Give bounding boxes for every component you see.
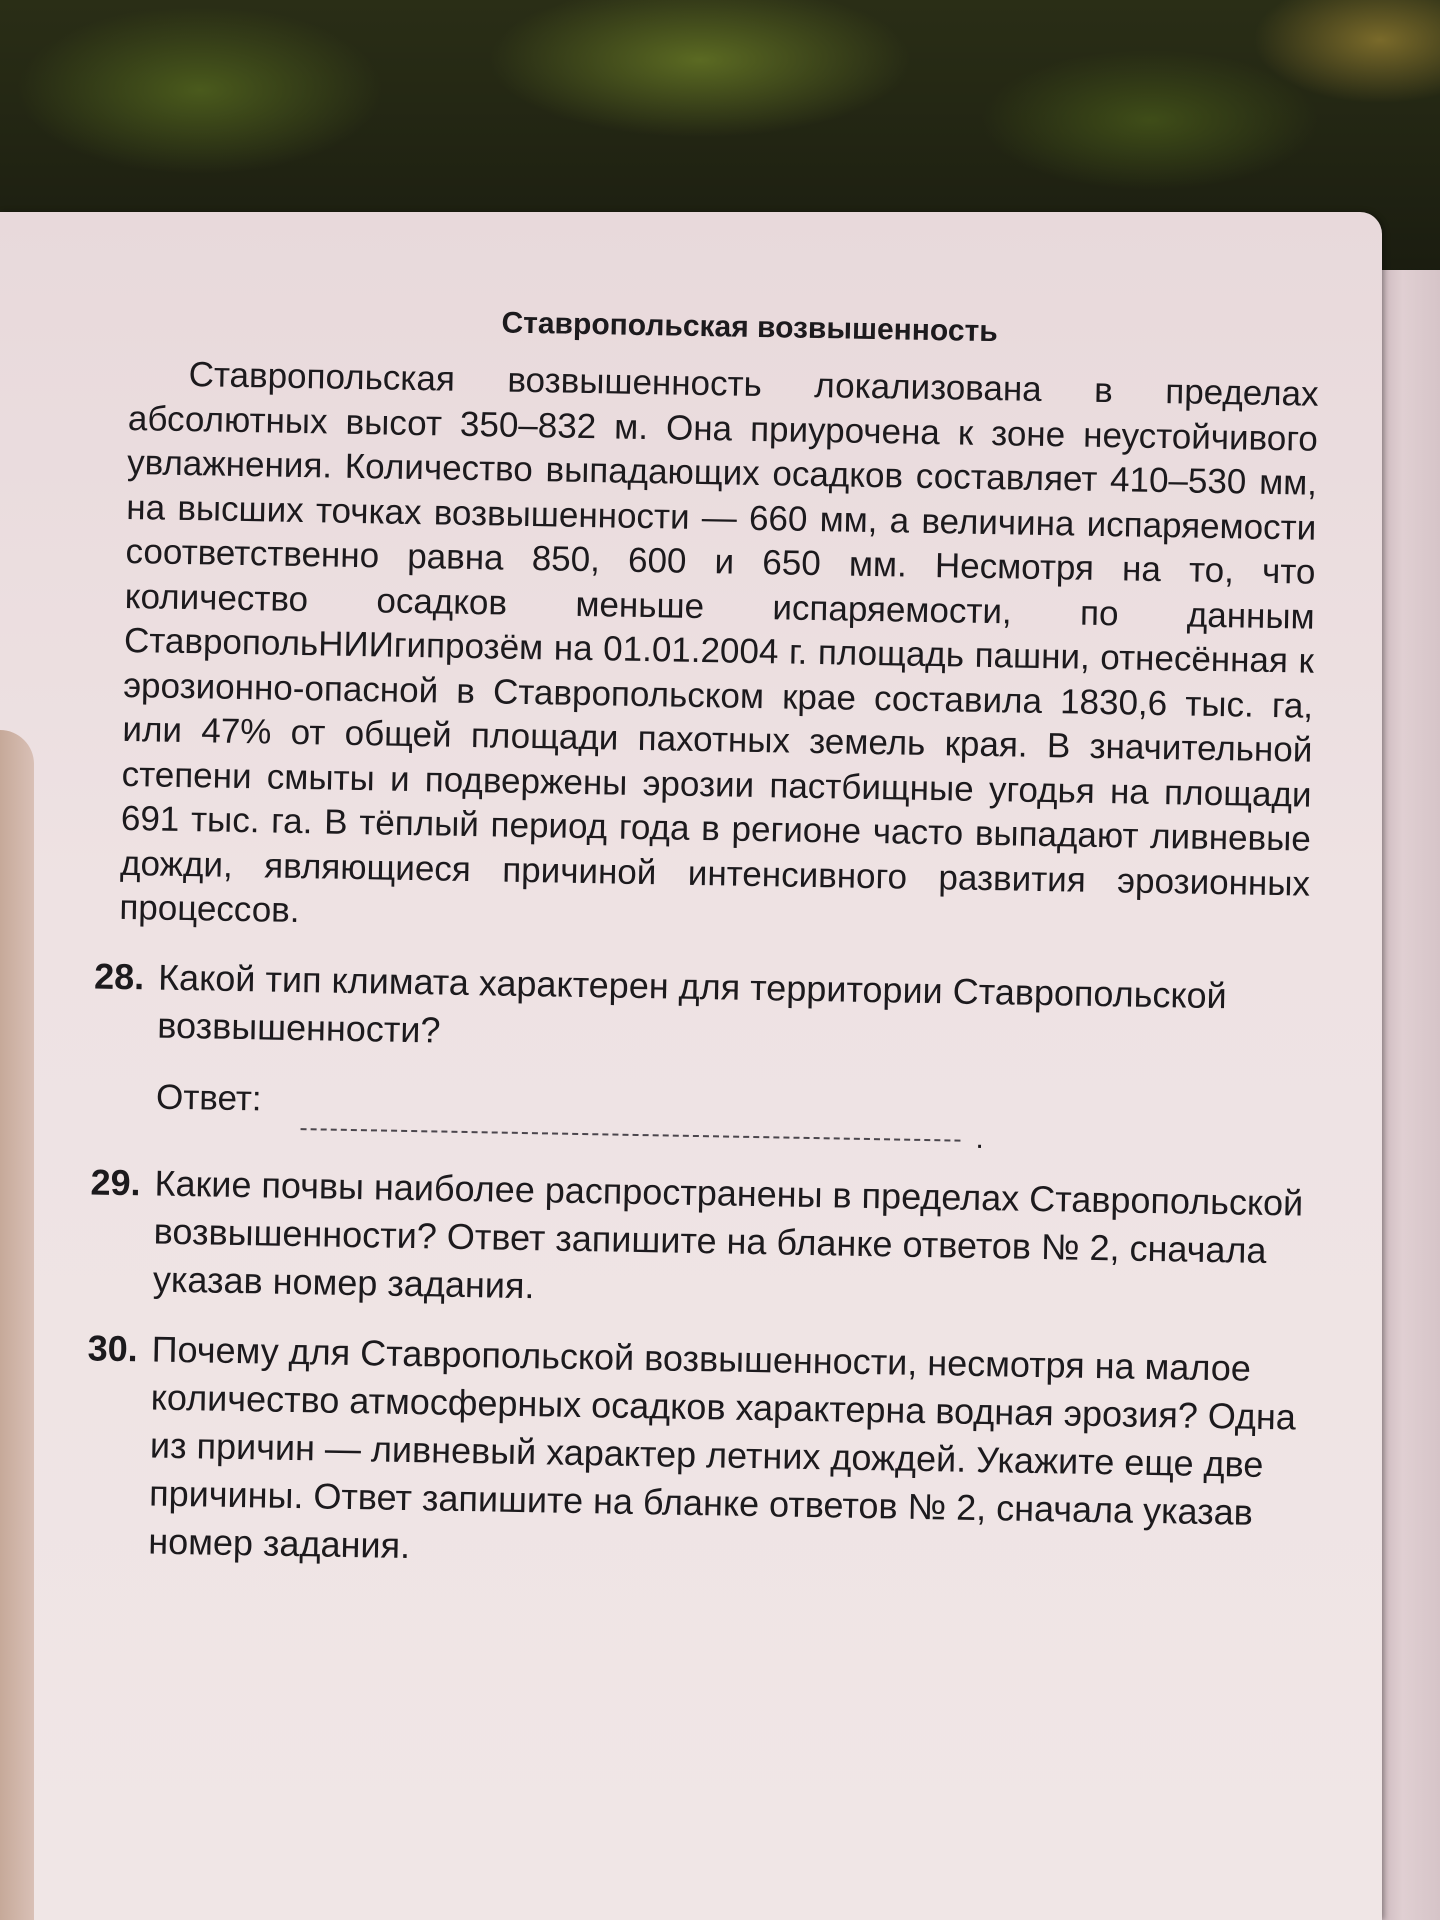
text-paragraph: Ставропольская возвышенность локализована в пределах абсолютных высот 350–832 м. Она приурочена к зоне неустойчивого увлажнения. Количество выпадающих осадков составляет 410–530 мм, на высших точках возвышенности — 660 мм, а величина испаряемости соответственно равна 850, 600 и 650 мм. Несмотря на то, что количество осадков меньше испаряемости, по данным СтавропольНИИгипрозём на 01.01.2004 г. площадь пашни, отнесённая к эрозионно-опасной в Ставропольском крае составила 1830,6 тыс. га, или 47% от общей площади пахотных земель края. В значительной степени смыты и подвержены эрозии пастбищные угодья на площади 691 тыс. га. В тёплый период года в регионе часто выпадают ливневые дожди, являющиеся причиной интенсивного развития эрозионных процессов. bbox=[119, 355, 1319, 931]
question-text: Какие почвы наиболее распространены в пределах Ставропольской возвышенности? Ответ запишите на бланке ответов № 2, сначала указав номер задания. bbox=[152, 1162, 1304, 1306]
question-30 bbox=[87, 1324, 1312, 1585]
answer-period: . bbox=[975, 1121, 985, 1155]
question-number: 29. bbox=[90, 1160, 142, 1203]
question-number: 28. bbox=[93, 954, 145, 997]
section-title: Ставропольская возвышенность bbox=[501, 306, 998, 349]
question-28 bbox=[93, 952, 1318, 1069]
answer-label: Ответ: bbox=[155, 1077, 262, 1118]
question-29 bbox=[90, 1158, 1315, 1323]
answer-blank-line[interactable] bbox=[301, 1128, 961, 1142]
thumb bbox=[0, 730, 34, 1920]
answer-row bbox=[115, 1076, 1316, 1157]
question-number: 30. bbox=[87, 1326, 139, 1369]
question-text: Почему для Ставропольской возвышенности, несмотря на малое количество атмосферных осадков характерна водная эрозия? Одна из причин — ливневый характер летних дождей. Укажите еще две причины. Ответ запишите на бланке ответов № 2, сначала указав номер задания. bbox=[147, 1328, 1297, 1566]
next-page-edge bbox=[1378, 270, 1440, 1920]
question-text: Какой тип климата характерен для территории Ставропольской возвышенности? bbox=[157, 956, 1228, 1051]
page-content bbox=[87, 300, 1330, 1585]
